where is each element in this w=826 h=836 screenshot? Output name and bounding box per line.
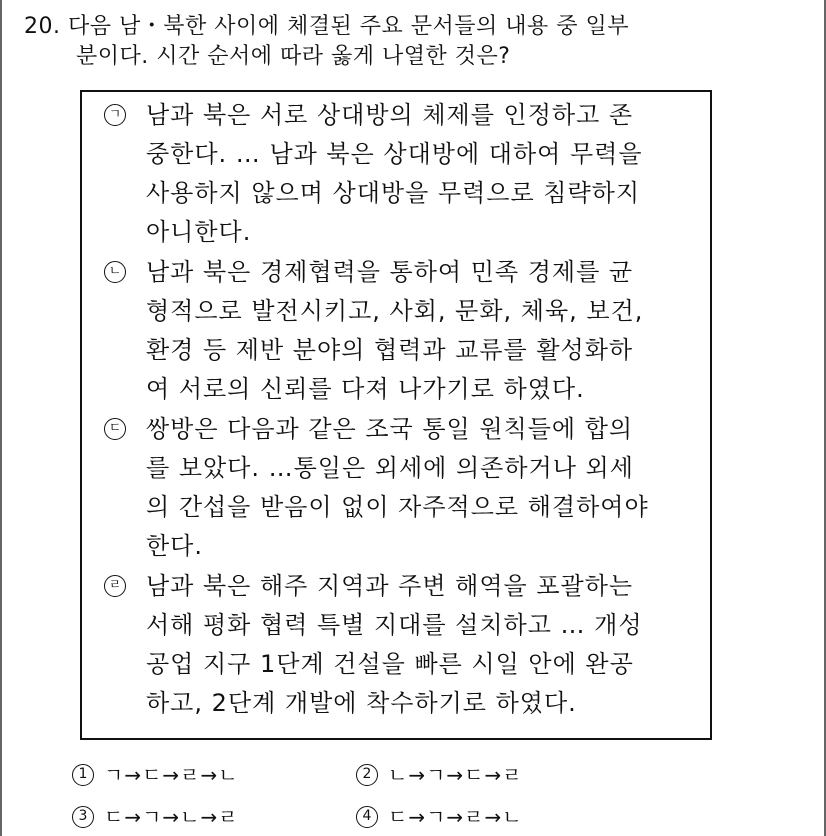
choice-2-number: 2 [356,764,378,786]
item-d-line-1: 남과 북은 해주 지역과 주변 해역을 포괄하는 [146,572,634,600]
item-c-line-2: 를 보았다. …통일은 외세에 의존하거나 외세 [146,454,634,482]
question-text-line-2: 분이다. 시간 순서에 따라 옳게 나열한 것은? [76,44,511,69]
item-b-line-4: 여 서로의 신뢰를 다져 나가기로 하였다. [146,375,585,403]
marker-d: ㄹ [104,575,126,597]
item-a-line-4: 아니한다. [146,218,252,246]
choice-1[interactable] [72,762,239,788]
item-d-line-2: 서해 평화 협력 특별 지대를 설치하고 … 개성 [146,611,643,639]
choice-1-sequence: ㄱ→ㄷ→ㄹ→ㄴ [104,763,239,787]
item-a-line-3: 사용하지 않으며 상대방을 무력으로 침략하지 [146,179,641,207]
choice-1-number: 1 [72,764,94,786]
item-c-line-3: 의 간섭을 받음이 없이 자주적으로 해결하여야 [146,493,649,521]
item-b-line-2: 형적으로 발전시키고, 사회, 문화, 체육, 보건, [146,297,644,325]
item-d-line-3: 공업 지구 1단계 건설을 빠른 시일 안에 완공 [146,650,634,678]
answer-choices [2,760,826,836]
marker-b: ㄴ [104,261,126,283]
choice-3[interactable] [72,804,239,830]
choice-2[interactable] [356,762,523,788]
source-box [80,90,712,740]
choice-4[interactable] [356,804,523,830]
item-d-line-4: 하고, 2단계 개발에 착수하기로 하였다. [146,689,577,717]
item-c-line-1: 쌍방은 다음과 같은 조국 통일 원칙들에 합의 [146,415,634,443]
choice-4-sequence: ㄷ→ㄱ→ㄹ→ㄴ [388,805,523,829]
choice-3-number: 3 [72,806,94,828]
choice-4-number: 4 [356,806,378,828]
item-c-line-4: 한다. [146,532,203,560]
item-b-line-1: 남과 북은 경제협력을 통하여 민족 경제를 균 [146,258,634,286]
marker-a: ㄱ [104,104,126,126]
question-text-line-1: 20. 다음 남・북한 사이에 체결된 주요 문서들의 내용 중 일부 [24,14,629,39]
item-b-line-3: 환경 등 제반 분야의 협력과 교류를 활성화하 [146,336,634,364]
marker-c: ㄷ [104,418,126,440]
item-a-line-2: 중한다. … 남과 북은 상대방에 대하여 무력을 [146,140,643,168]
choice-3-sequence: ㄷ→ㄱ→ㄴ→ㄹ [104,805,239,829]
item-a-line-1: 남과 북은 서로 상대방의 체제를 인정하고 존 [146,101,634,129]
choice-2-sequence: ㄴ→ㄱ→ㄷ→ㄹ [388,763,523,787]
